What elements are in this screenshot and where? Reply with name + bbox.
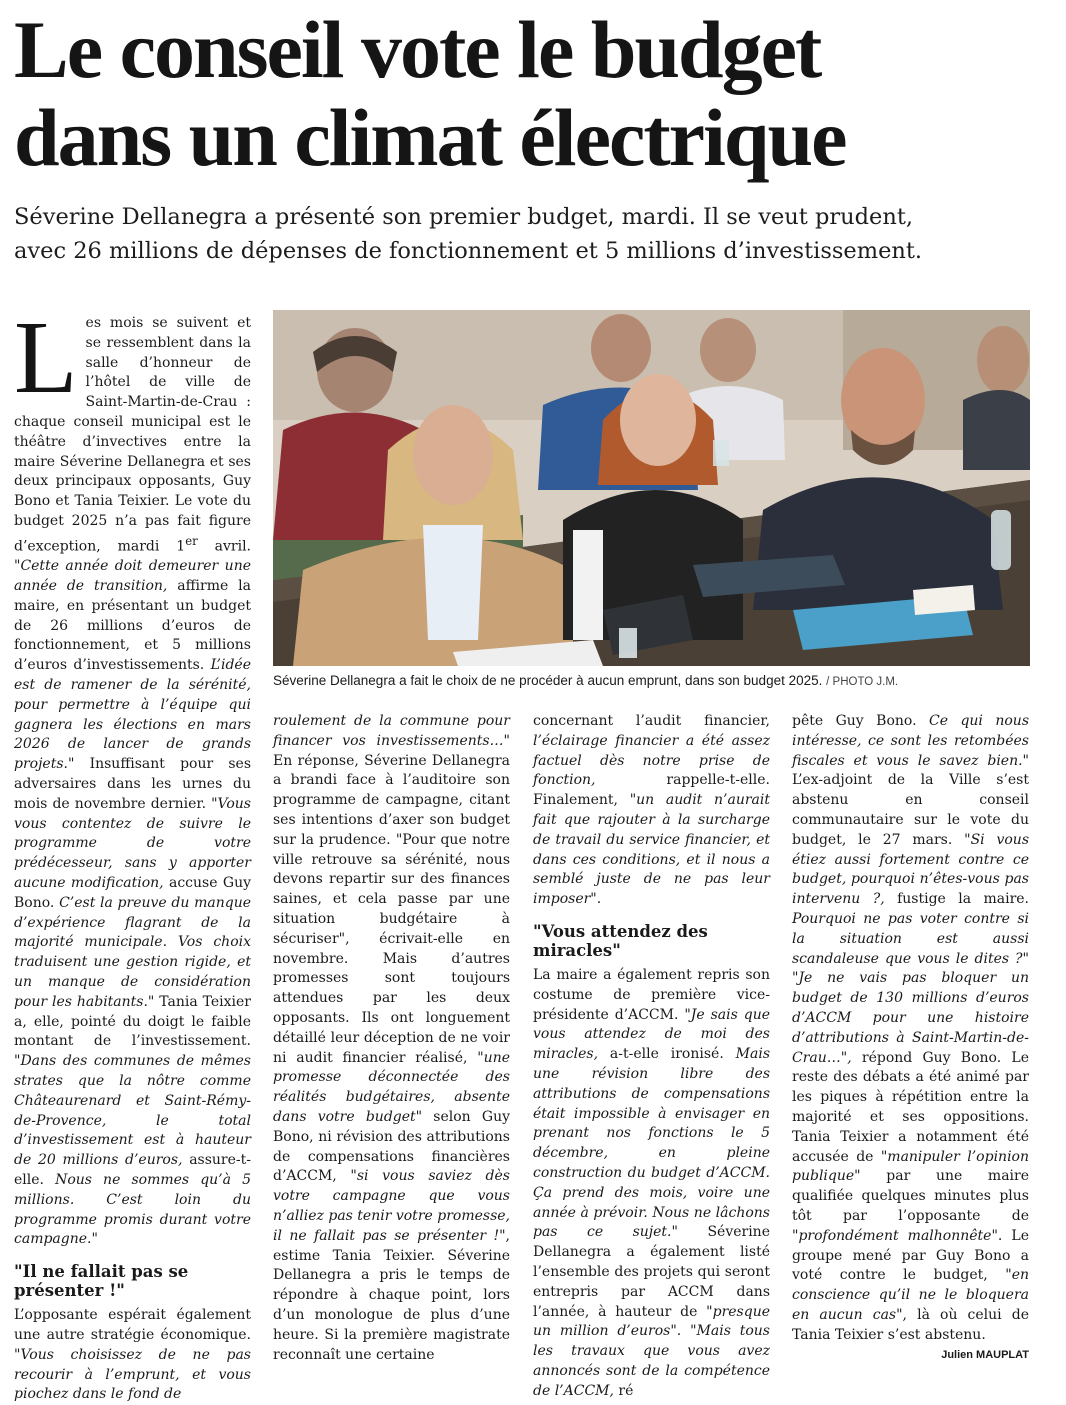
text-run: La maire a également repris son costume de première vice-présidente d’ACCM. xyxy=(533,966,770,1023)
quote-run: "Cette année doit demeurer une année de transition, xyxy=(14,558,251,595)
text-run: " xyxy=(681,1323,697,1340)
text-run: Tania Teixier a, elle, pointé du doigt le faible montant de l’investissement. xyxy=(14,993,251,1050)
text-run: rappelle-t-elle. Finalement, xyxy=(533,772,770,809)
quote-run: "presque un million d’euros". xyxy=(533,1303,770,1340)
text-run: selon Guy Bono, ni révision des attributions de compensations financières d’ACCM, xyxy=(273,1108,511,1185)
subheading-1: "Il ne fallait pas se présenter !" xyxy=(14,1262,189,1301)
article-column-4 xyxy=(792,712,1030,1361)
text-run: assure-t-elle. xyxy=(14,1152,251,1188)
article-column-1 xyxy=(14,300,252,1403)
text-run: es mois se suivent et se ressemblent dans la salle d’honneur de l’hôtel de ville de Saint-Martin-de-Crau : chaque conseil municipal est le théâtre d’invectives entre la maire Séverine Dellanegra et ses deux principaux opposants, Guy Bono et Tania Teixier. Le vote du budget 2025 n’a pas fait figure d’exception, mardi 1 xyxy=(14,315,251,555)
text-run: Séverine Dellanegra a également listé l’ensemble des projets qui seront entrepris par ACCM dans l’année, à hauteur de xyxy=(533,1224,770,1320)
photo-credit: / PHOTO J.M. xyxy=(826,676,899,688)
quote-run: "Je sais que vous attendez de moi des miracles, xyxy=(533,1006,770,1063)
quote-run: l’éclairage financier a été assez factuel dès notre prise de fonction, xyxy=(533,732,770,789)
article-paragraph xyxy=(533,966,770,1402)
quote-run: "Vous vous contentez de suivre le programme de votre prédécesseur, sans y apporter aucune modification, xyxy=(14,795,251,891)
quote-run: profondément malhonnête xyxy=(798,1227,992,1244)
standfirst xyxy=(14,200,1054,268)
quote-run: Nous ne sommes qu’à 5 millions. C’est loin du programme promis durant votre campagne." xyxy=(14,1171,251,1248)
text-run: ". Le groupe mené par Guy Bono a voté contre le budget, " xyxy=(792,1227,1030,1284)
headline-line-1: Le conseil vote le budget xyxy=(14,4,821,95)
quote-run: "si vous saviez dès votre campagne que vous n’alliez pas tenir votre promesse, il ne fallait pas se présenter !" xyxy=(273,1168,510,1244)
quote-run: L’idée est de ramener de la sérénité, pour permettre à l’équipe qui gagnera les élections en mars 2026 de lancer de grands projets." xyxy=(14,657,251,773)
standfirst-line-1: Séverine Dellanegra a présenté son premier budget, mardi. Il se veut prudent, xyxy=(14,204,914,230)
standfirst-line-2: avec 26 millions de dépenses de fonctionnement et 5 millions d’investissement. xyxy=(14,238,923,264)
text-run: En réponse, Séverine Dellanegra a brandi face à l’auditoire son programme de campagne, citant ses intentions d’axer son budget sur la prudence. "Pour que notre ville retrouve sa sérénité, nous devons repartir sur des finances saines, et cela passe par une situation budgétaire à sécuriser", écrivait-elle en novembre. Mais d’autres promesses sont toujours attendues par les deux opposants. Ils ont longuement détaillé leur déception de ne voir ni audit financier réalisé, xyxy=(273,752,510,1066)
article-paragraph xyxy=(14,300,252,1250)
text-run: fustige la maire. xyxy=(884,891,1030,908)
text-run: accuse Guy Bono. xyxy=(14,874,252,911)
photo-caption xyxy=(273,672,1033,691)
text-run: , estime Tania Teixier. Séverine Dellanegra a pris le temps de répondre à chaque point, lors d’un monologue de plus d’une heure. Si la première magistrate reconnaît une certaine xyxy=(273,1227,510,1363)
superscript: er xyxy=(185,533,198,548)
photo-caption-text: Séverine Dellanegra a fait le choix de ne procéder à aucun emprunt, dans son budget 2025. xyxy=(273,673,823,688)
quote-run: Ce qui nous intéresse, ce sont les retombées fiscales et vous le savez bien." xyxy=(792,713,1030,769)
text-run: L’ex-adjoint de la Ville s’est abstenu en conseil communautaire sur le vote du budget, le 27 mars. " xyxy=(792,772,1029,848)
quote-run: Pourquoi ne pas voter contre si la situation est aussi scandaleuse que vous le dites ?" "Je ne vais pas bloquer un budget de 130 millions d’euros d’ACCM pour une histoire d’attributions à Saint-Martin-de-Crau…", xyxy=(792,910,1029,1066)
headline xyxy=(14,6,1054,182)
text-run: répond Guy Bono. Le reste des débats a été animé par les piques à répétition entre la majorité et ses oppositions. Tania Teixier a notamment été accusée de " xyxy=(792,1049,1029,1165)
quote-run: "Vous choisissez de ne pas recourir à l’emprunt, et vous piochez dans le fond de xyxy=(14,1346,251,1403)
quote-run: "un audit n’aurait fait que rajouter à la surcharge de travail du service financier, et dans ces conditions, et il nous a semblé juste de ne pas leur imposer". xyxy=(533,792,770,908)
council-meeting-photo xyxy=(273,310,1030,666)
quote-run: manipuler l’opinion publique xyxy=(792,1148,1029,1185)
quote-run: "Dans des communes de mêmes strates que la nôtre comme Châteaurenard et Saint-Rémy-de-Provence, le total d’investissement est à hauteur de 20 millions d’euros, xyxy=(14,1053,251,1169)
text-run: Insuffisant pour ses adversaires dans les urnes du mois de novembre dernier. xyxy=(14,756,251,812)
text-run: affirme la maire, en présentant un budget de 26 millions d’euros de fonctionnement, et 5 millions d’euros d’investissements. xyxy=(14,578,251,674)
article-column-3 xyxy=(533,712,770,1399)
quote-run: Si vous étiez aussi fortement contre ce budget, pourquoi n’êtes-vous pas intervenu ?, xyxy=(792,831,1030,908)
article-column-2 xyxy=(273,712,511,1363)
quote-run: roulement de la commune pour financer vos investissements…" xyxy=(273,713,510,749)
article-paragraph xyxy=(533,712,770,910)
quote-run: Mais une révision libre des attributions de compensations était impossible à envisager en prenant nos fonctions le 5 décembre, en pleine construction du budget d’ACCM. Ça prend des mois, voire une année à prévoir. Nous ne lâchons pas ce sujet." xyxy=(533,1046,770,1241)
article-photo xyxy=(273,310,1030,666)
article-paragraph xyxy=(792,712,1029,1346)
quote-run: Mais tous les travaux que vous avez annoncés sont de la compétence de l’ACCM, xyxy=(533,1323,770,1399)
article-paragraph xyxy=(14,1306,251,1405)
text-run: pête Guy Bono. xyxy=(792,713,929,729)
author-signature: Julien MAUPLAT xyxy=(941,1348,1029,1361)
text-run: ré xyxy=(613,1382,634,1399)
quote-run: C’est la preuve du manque d’expérience flagrant de la majorité municipale. Vos choix traduisent une gestion rigide, et un manque de considération pour les habitants." xyxy=(14,894,251,1010)
text-run: L’opposante espérait également une autre stratégie économique. xyxy=(14,1307,251,1343)
headline-line-2: dans un climat électrique xyxy=(14,92,846,183)
text-run: " par une maire qualifiée quelques minutes plus tôt par l’opposante de " xyxy=(792,1168,1029,1244)
drop-cap: L xyxy=(14,300,78,415)
quote-run: "une promesse déconnectée des réalités budgétaires, absente dans votre budget" xyxy=(273,1049,510,1125)
text-run: a-t-elle ironisé. xyxy=(598,1046,736,1063)
subheading-2: "Vous attendez des miracles" xyxy=(533,921,708,960)
text-run: avril. xyxy=(197,538,251,555)
text-run: ", là où celui de Tania Teixier s’est abstenu. xyxy=(792,1306,1029,1343)
text-run: concernant l’audit financier, xyxy=(533,713,770,729)
article-paragraph xyxy=(273,712,510,1365)
quote-run: en conscience qu’il ne le bloquera en aucun cas xyxy=(792,1267,1029,1323)
